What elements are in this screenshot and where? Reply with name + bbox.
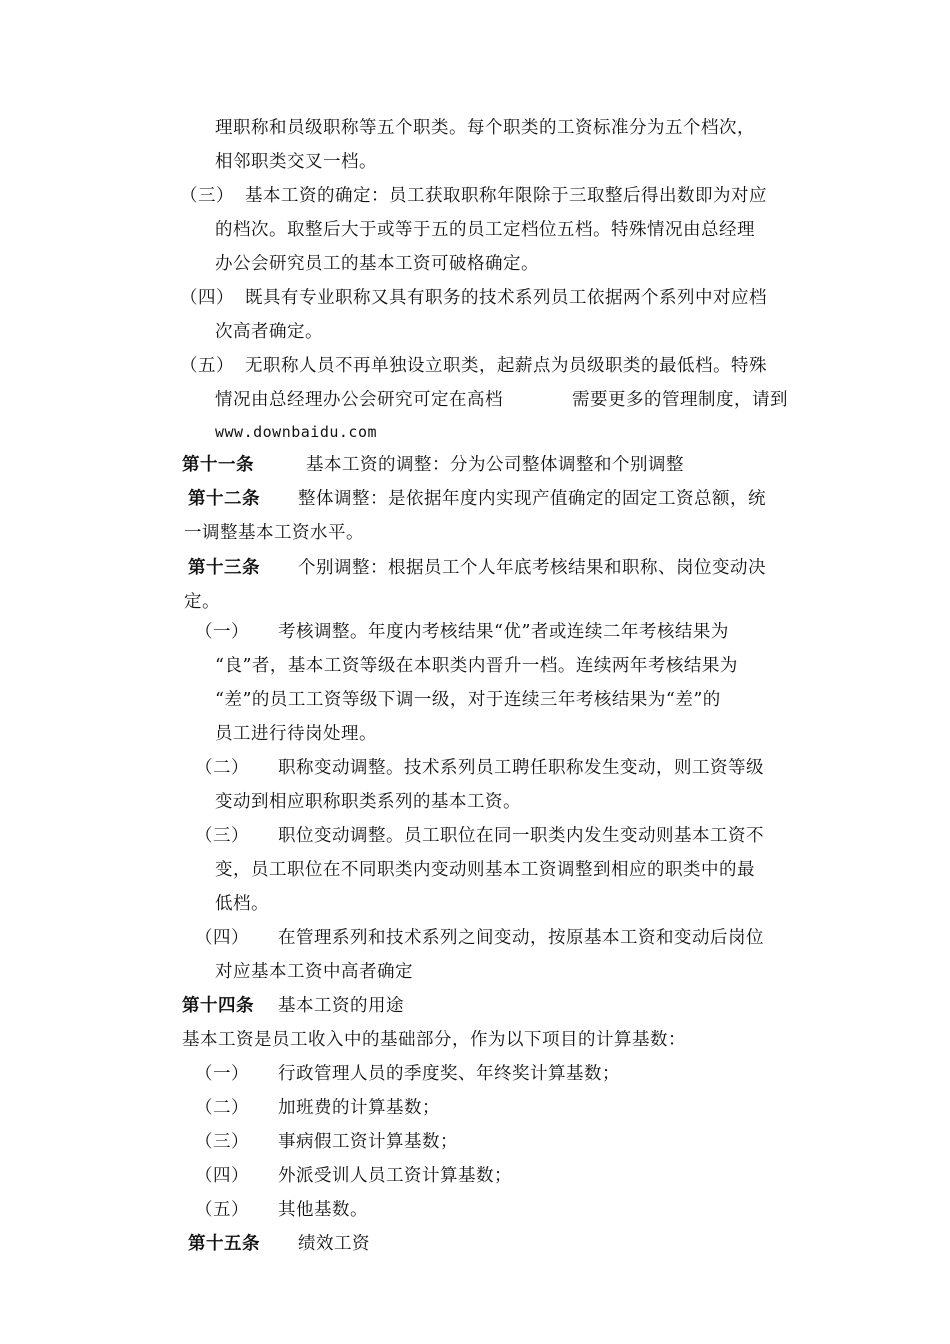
paragraph-line: 一调整基本工资水平。 xyxy=(184,523,364,543)
list-item-number: （一） xyxy=(195,622,249,642)
paragraph-line: 定。 xyxy=(184,592,220,612)
list-item: 行政管理人员的季度奖、年终奖计算基数； xyxy=(278,1064,620,1084)
paragraph-line: 办公会研究员工的基本工资可破格确定。 xyxy=(215,254,539,274)
paragraph-line: 的档次。取整后大于或等于五的员工定档位五档。特殊情况由总经理 xyxy=(215,220,755,240)
list-item-number: （五） xyxy=(195,1200,249,1220)
list-item-number: （五） xyxy=(180,356,234,376)
paragraph-line: “差”的员工工资等级下调一级，对于连续三年考核结果为“差”的 xyxy=(215,690,721,710)
paragraph-line: 无职称人员不再单独设立职类，起薪点为员级职类的最低档。特殊 xyxy=(245,356,767,376)
list-item: 事病假工资计算基数； xyxy=(278,1132,458,1152)
list-item-number: （二） xyxy=(195,758,249,778)
list-item-number: （二） xyxy=(195,1098,249,1118)
list-item: 其他基数。 xyxy=(278,1200,368,1220)
paragraph-line: 变，员工职位在不同职类内变动则基本工资调整到相应的职类中的最 xyxy=(215,860,755,880)
article-heading: 绩效工资 xyxy=(298,1234,370,1254)
article-heading: 基本工资的用途 xyxy=(278,996,404,1016)
article-heading: 基本工资的调整：分为公司整体调整和个别调整 xyxy=(306,455,684,475)
paragraph-line: 基本工资的确定：员工获取职称年限除于三取整后得出数即为对应 xyxy=(245,186,767,206)
paragraph-line: 相邻职类交叉一档。 xyxy=(215,152,377,172)
paragraph-line: 员工进行待岗处理。 xyxy=(215,724,377,744)
promo-text: 需要更多的管理制度，请到 xyxy=(572,390,788,410)
paragraph-line: 职称变动调整。技术系列员工聘任职称发生变动，则工资等级 xyxy=(278,758,764,778)
list-item-number: （四） xyxy=(180,288,234,308)
promo-link[interactable]: www.downbaidu.com xyxy=(215,423,378,441)
paragraph-line: 变动到相应职称职类系列的基本工资。 xyxy=(215,792,521,812)
paragraph-line: 情况由总经理办公会研究可定在高档 xyxy=(215,390,503,410)
paragraph-line: 整体调整：是依据年度内实现产值确定的固定工资总额，统 xyxy=(298,489,766,509)
paragraph-line: 对应基本工资中高者确定 xyxy=(215,962,413,982)
paragraph-line: 个别调整：根据员工个人年底考核结果和职称、岗位变动决 xyxy=(298,558,766,578)
paragraph-line: 基本工资是员工收入中的基础部分，作为以下项目的计算基数： xyxy=(182,1030,686,1050)
paragraph-line: 职位变动调整。员工职位在同一职类内发生变动则基本工资不 xyxy=(278,826,764,846)
article-title: 第十三条 xyxy=(188,558,260,578)
paragraph-line: 既具有专业职称又具有职务的技术系列员工依据两个系列中对应档 xyxy=(245,288,767,308)
paragraph-line: 考核调整。年度内考核结果“优”者或连续二年考核结果为 xyxy=(278,622,729,642)
paragraph-line: 低档。 xyxy=(215,894,269,914)
article-title: 第十二条 xyxy=(188,489,260,509)
list-item: 加班费的计算基数； xyxy=(278,1098,440,1118)
paragraph-line: “良”者，基本工资等级在本职类内晋升一档。连续两年考核结果为 xyxy=(215,656,738,676)
paragraph-line: 理职称和员级职称等五个职类。每个职类的工资标准分为五个档次， xyxy=(215,118,755,138)
paragraph-line: 次高者确定。 xyxy=(215,322,323,342)
list-item-number: （三） xyxy=(195,1132,249,1152)
article-title: 第十一条 xyxy=(182,455,254,475)
list-item-number: （四） xyxy=(195,1166,249,1186)
list-item-number: （四） xyxy=(195,928,249,948)
list-item: 外派受训人员工资计算基数； xyxy=(278,1166,512,1186)
list-item-number: （三） xyxy=(180,186,234,206)
list-item-number: （一） xyxy=(195,1064,249,1084)
article-title: 第十五条 xyxy=(188,1234,260,1254)
list-item-number: （三） xyxy=(195,826,249,846)
article-title: 第十四条 xyxy=(182,996,254,1016)
paragraph-line: 在管理系列和技术系列之间变动，按原基本工资和变动后岗位 xyxy=(278,928,764,948)
